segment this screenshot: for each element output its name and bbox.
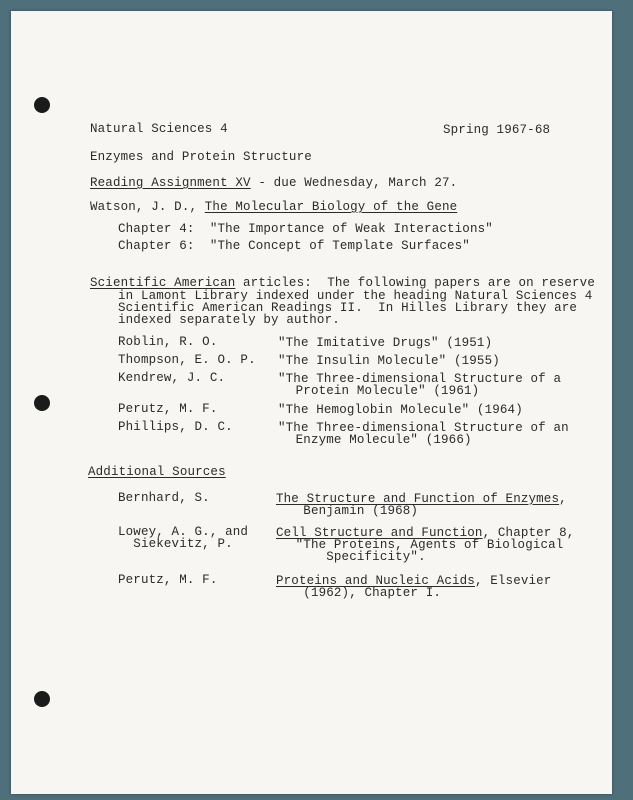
article-title: "The Insulin Molecule" (1955) (278, 354, 500, 368)
book-title: The Molecular Biology of the Gene (204, 200, 458, 214)
article-title: "The Three-dimensional Structure of an (278, 421, 569, 435)
source-line-cont: Benjamin (1968) (288, 504, 419, 518)
article-author: Phillips, D. C. (118, 420, 233, 434)
source-title: Proteins and Nucleic Acids (276, 574, 475, 588)
source-author: Perutz, M. F. (118, 573, 218, 587)
source-author: Lowey, A. G., and (118, 525, 249, 539)
course-name: Natural Sciences 4 (90, 122, 228, 136)
additional-heading: Additional Sources (88, 465, 226, 479)
assignment-line (90, 177, 457, 190)
binder-hole (34, 395, 50, 411)
source-title: The Structure and Function of Enzymes (276, 492, 560, 506)
sciam-intro-line: Scientific American Readings II. In Hilles Library they are (118, 301, 578, 315)
source-line-cont: "The Proteins, Agents of Biological (288, 538, 564, 552)
article-title-cont: Enzyme Molecule" (1966) (288, 433, 472, 447)
source-line: The Structure and Function of Enzymes, (276, 492, 567, 506)
article-title-cont: Protein Molecule" (1961) (288, 384, 480, 398)
topic: Enzymes and Protein Structure (90, 150, 312, 164)
article-author: Thompson, E. O. P. (118, 353, 256, 367)
article-title: "The Imitative Drugs" (1951) (278, 336, 493, 350)
book-line (90, 201, 457, 214)
chapter-line: Chapter 4: "The Importance of Weak Interactions" (118, 222, 493, 236)
sciam-intro-line: in Lamont Library indexed under the heading Natural Sciences 4 (118, 289, 593, 303)
source-author: Bernhard, S. (118, 491, 210, 505)
binder-hole (34, 691, 50, 707)
source-author-cont: Siekevitz, P. (118, 537, 233, 551)
article-author: Kendrew, J. C. (118, 371, 226, 385)
article-title: "The Hemoglobin Molecule" (1964) (278, 403, 523, 417)
typed-page (11, 11, 612, 794)
sciam-intro-line: Scientific American articles: The following papers are on reserve (90, 276, 595, 290)
source-line-cont: (1962), Chapter I. (288, 586, 442, 600)
source-line: Cell Structure and Function, Chapter 8, (276, 526, 575, 540)
article-author: Roblin, R. O. (118, 335, 218, 349)
book-author: Watson, J. D., (90, 200, 205, 214)
assignment-label: Reading Assignment XV (90, 176, 251, 190)
source-line: Proteins and Nucleic Acids, Elsevier (276, 574, 552, 588)
article-title: "The Three-dimensional Structure of a (278, 372, 562, 386)
term: Spring 1967-68 (443, 123, 551, 137)
assignment-due: - due Wednesday, March 27. (250, 176, 458, 190)
source-title: Cell Structure and Function (276, 526, 483, 540)
chapter-line: Chapter 6: "The Concept of Template Surfaces" (118, 239, 470, 253)
article-author: Perutz, M. F. (118, 402, 218, 416)
source-line-cont: Specificity". (288, 550, 426, 564)
sciam-label: Scientific American (90, 276, 236, 290)
binder-hole (34, 97, 50, 113)
sciam-intro-line: indexed separately by author. (118, 313, 340, 327)
